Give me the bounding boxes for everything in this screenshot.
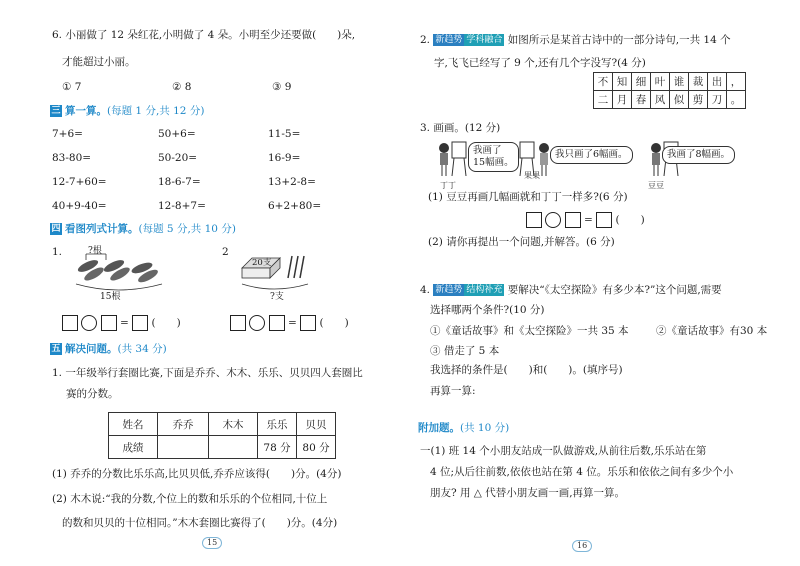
poem-char: 知 — [613, 73, 632, 91]
name-doudou: 豆豆 — [648, 181, 664, 190]
operator-circle[interactable] — [545, 212, 561, 228]
poem-char: ， — [727, 73, 746, 91]
pic1-index: 1. — [52, 246, 63, 258]
q4-cond2: ②《童话故事》有30 本 — [656, 325, 768, 337]
q4-line2: 选择哪两个条件?(10 分) — [430, 304, 545, 316]
answer-box[interactable] — [101, 315, 117, 331]
poem-char: 。 — [727, 91, 746, 109]
pic2-index: 2 — [222, 246, 229, 258]
pic2-box-label: 20支 — [252, 258, 272, 268]
section-3-note: (每题 1 分,共 12 分) — [107, 105, 205, 117]
poem-char: 谁 — [670, 73, 689, 91]
q4-choose: 我选择的条件是( )和( )。(填序号) — [430, 364, 623, 376]
section-3-title: 算一算。 — [65, 105, 107, 117]
unit-paren: ( ) — [615, 214, 645, 226]
section-5-note: (共 34 分) — [117, 343, 167, 355]
p1-sub2b: 的数和贝贝的十位相同。”木木套圈比赛得了( )分。(4分) — [62, 517, 338, 529]
poem-char: 叶 — [651, 73, 670, 91]
bubble-doudou: 我画了8幅画。 — [662, 146, 735, 164]
name-dingding: 丁丁 — [440, 181, 456, 190]
table-row — [594, 91, 746, 109]
q2-line1: 2. 新趋势 学科融合 如图所示是某首古诗中的一部分诗句,一共 14 个 — [420, 34, 731, 46]
bubble-guoguo: 我只画了6幅画。 — [550, 146, 633, 164]
p1-line2: 赛的分数。 — [66, 388, 119, 400]
calc-3-2: 18-6-7= — [158, 176, 201, 188]
pic1-answer-template: = ( ) — [62, 315, 181, 331]
bonus-line2: 4 位;从后往前数,依依也站在第 4 位。乐乐和依依之间有多少个小 — [430, 466, 734, 478]
table-header-cell: 木木 — [209, 413, 258, 436]
calc-1-3: 11-5= — [268, 128, 301, 140]
q6-line1: 6. 小丽做了 12 朵红花,小明做了 4 朵。小明至少还要做( )朵, — [52, 29, 356, 41]
bubble-dingding-line2: 15幅画。 — [473, 157, 514, 168]
poem-grid — [593, 72, 746, 109]
poem-char: 似 — [670, 91, 689, 109]
table-row — [109, 413, 336, 436]
answer-box[interactable] — [132, 315, 148, 331]
q4-calc: 再算一算: — [430, 385, 476, 397]
section-4-note: (每题 5 分,共 10 分) — [138, 223, 236, 235]
structure-tag: 结构补充 — [466, 285, 503, 295]
calc-4-2: 12-8+7= — [158, 200, 206, 212]
poem-char: 二 — [594, 91, 613, 109]
unit-paren: ( ) — [319, 317, 349, 329]
calc-3-3: 13+2-8= — [268, 176, 316, 188]
section-5-title: 解决问题。 — [65, 343, 118, 355]
right-page — [400, 0, 800, 566]
calc-2-3: 16-9= — [268, 152, 301, 164]
calc-4-3: 6+2+80= — [268, 200, 322, 212]
q4-text-1: 要解决“《太空探险》有多少本?”这个问题,需要 — [507, 284, 722, 296]
bonus-line1: 一(1) 班 14 个小朋友站成一队做游戏,从前往后数,乐乐站在第 — [420, 445, 707, 457]
q6-line2: 才能超过小丽。 — [62, 56, 136, 68]
section-4-title: 看图列式计算。 — [65, 223, 139, 235]
subject-tag: 学科融合 — [466, 35, 503, 45]
calc-3-1: 12-7+60= — [52, 176, 107, 188]
table-row — [594, 73, 746, 91]
table-cell: 80 分 — [297, 436, 336, 459]
table-cell[interactable] — [158, 436, 209, 459]
q6-option-3: ③ 9 — [272, 81, 292, 93]
answer-box[interactable] — [230, 315, 246, 331]
answer-box[interactable] — [300, 315, 316, 331]
answer-box[interactable] — [526, 212, 542, 228]
score-table — [108, 412, 336, 459]
section-3-number: 三 — [51, 106, 61, 116]
table-header-cell: 姓名 — [109, 413, 158, 436]
q4-line1: 4. 新趋势 结构补充 要解决“《太空探险》有多少本?”这个问题,需要 — [420, 284, 722, 296]
poem-char: 出 — [708, 73, 727, 91]
name-guoguo: 果果 — [524, 171, 540, 180]
calc-2-2: 50-20= — [158, 152, 198, 164]
operator-circle[interactable] — [81, 315, 97, 331]
calc-1-1: 7+6= — [52, 128, 83, 140]
q3-title: 3. 画画。(12 分) — [420, 122, 501, 134]
bonus-header — [418, 420, 509, 435]
page-number-left: 15 — [202, 537, 222, 549]
p1-line1: 1. 一年级举行套圈比赛,下面是乔乔、木木、乐乐、贝贝四人套圈比 — [52, 367, 363, 379]
pic2-answer-template: = ( ) — [230, 315, 349, 331]
q2-text-1: 如图所示是某首古诗中的一部分诗句,一共 14 个 — [507, 34, 731, 46]
poem-char: 月 — [613, 91, 632, 109]
operator-circle[interactable] — [249, 315, 265, 331]
section-5-number: 五 — [51, 344, 61, 354]
pic2-bottom-label: ?支 — [270, 292, 284, 302]
q6-option-2: ② 8 — [172, 81, 192, 93]
section-4-number: 四 — [51, 224, 61, 234]
calc-2-1: 83-80= — [52, 152, 92, 164]
trend-tag: 新趋势 — [435, 285, 463, 295]
calc-1-2: 50+6= — [158, 128, 196, 140]
bonus-line3: 朋友? 用 △ 代替小朋友画一画,再算一算。 — [430, 487, 626, 499]
poem-char: 裁 — [689, 73, 708, 91]
pic1-bottom-label: 15根 — [100, 292, 121, 302]
poem-char: 春 — [632, 91, 651, 109]
trend-tag: 新趋势 — [435, 35, 463, 45]
q3-sub1: (1) 豆豆再画几幅画就和丁丁一样多?(6 分) — [428, 191, 628, 203]
bonus-note: (共 10 分) — [460, 422, 510, 434]
page-number-right: 16 — [572, 540, 592, 552]
answer-box[interactable] — [62, 315, 78, 331]
table-cell: 成绩 — [109, 436, 158, 459]
answer-box[interactable] — [596, 212, 612, 228]
answer-box[interactable] — [565, 212, 581, 228]
unit-paren: ( ) — [151, 317, 181, 329]
poem-char: 不 — [594, 73, 613, 91]
poem-char: 剪 — [689, 91, 708, 109]
section-3-header — [50, 103, 204, 118]
q3-sub2: (2) 请你再提出一个问题,并解答。(6 分) — [428, 236, 615, 248]
table-header-cell: 贝贝 — [297, 413, 336, 436]
poem-char: 刀 — [708, 91, 727, 109]
bonus-title: 附加题。 — [418, 422, 460, 434]
q4-cond1: ①《童话故事》和《太空探险》一共 35 本 — [430, 325, 629, 337]
section-4-header — [50, 221, 236, 236]
calc-4-1: 40+9-40= — [52, 200, 107, 212]
poem-char: 风 — [651, 91, 670, 109]
q4-cond3: ③ 借走了 5 本 — [430, 345, 500, 357]
pic1-top-label: ?根 — [88, 246, 102, 256]
table-header-cell: 乐乐 — [258, 413, 297, 436]
q2-line2: 字,飞飞已经写了 9 个,还有几个字没写?(4 分) — [434, 57, 646, 69]
q3-answer-template: = ( ) — [526, 212, 645, 228]
p1-sub2a: (2) 木木说:“我的分数,个位上的数和乐乐的个位相同,十位上 — [52, 493, 328, 505]
bubble-dingding — [468, 142, 519, 172]
bubble-dingding-line1: 我画了 — [473, 145, 502, 156]
table-header-cell: 乔乔 — [158, 413, 209, 436]
table-row — [109, 436, 336, 459]
table-cell: 78 分 — [258, 436, 297, 459]
q6-option-1: ① 7 — [62, 81, 82, 93]
answer-box[interactable] — [269, 315, 285, 331]
p1-sub1: (1) 乔乔的分数比乐乐高,比贝贝低,乔乔应该得( )分。(4分) — [52, 468, 342, 480]
poem-char: 细 — [632, 73, 651, 91]
table-cell[interactable] — [209, 436, 258, 459]
section-5-header — [50, 341, 167, 356]
